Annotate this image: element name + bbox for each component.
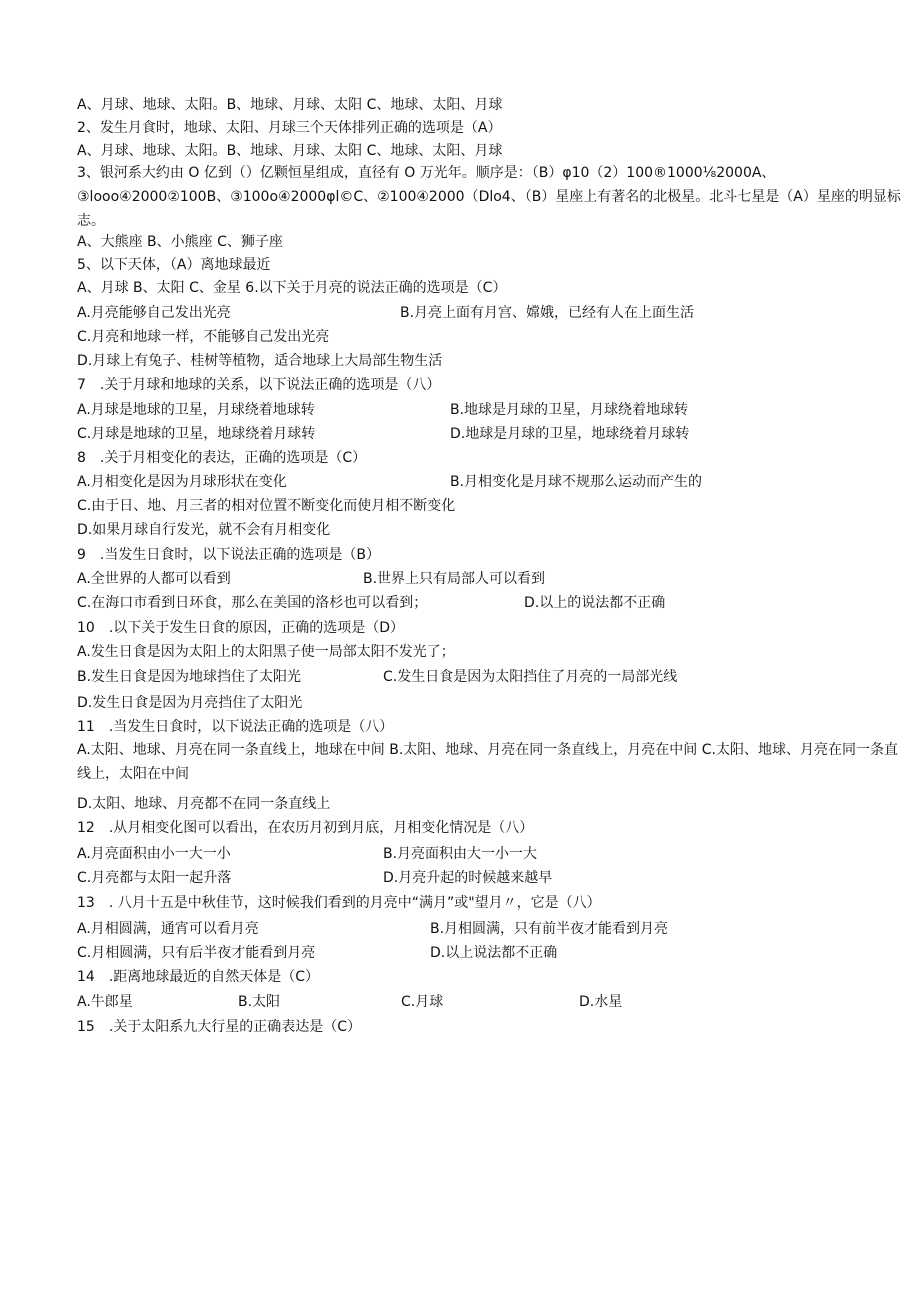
question-line: 10 .以下关于发生日食的原因，正确的选项是（D）: [77, 620, 405, 636]
option-c: C.由于日、地、月三者的相对位置不断变化而使月相不断变化: [77, 498, 456, 514]
option-d: D.太阳、地球、月亮都不在同一条直线上: [77, 796, 331, 812]
option-c: C.发生日食是因为太阳挡住了月亮的一局部光线: [383, 669, 678, 685]
option-a: A.牛郎星: [77, 994, 133, 1010]
option-line: A、月球 B、太阳 C、金星 6.以下关于月亮的说法正确的选项是（C）: [77, 280, 507, 296]
option-d: D.月亮升起的时候越来越早: [383, 870, 553, 886]
option-a: A.月亮能够自己发出光亮: [77, 305, 231, 321]
question-line: 12 .从月相变化图可以看出，在农历月初到月底，月相变化情况是（八）: [77, 820, 534, 836]
option-b: B.月亮上面有月宫、嫦娥，已经有人在上面生活: [400, 305, 695, 321]
option-a: A.全世界的人都可以看到: [77, 571, 231, 587]
option-b: B.发生日食是因为地球挡住了太阳光: [77, 669, 302, 685]
option-b: B.月亮面积由大一小一大: [383, 846, 538, 862]
option-d: D.以上的说法都不正确: [524, 595, 666, 611]
option-d: D.月球上有兔子、桂树等植物，适合地球上大局部生物生活: [77, 353, 443, 369]
option-a: A.月相圆满，通宵可以看月亮: [77, 921, 259, 937]
question-line: 15 .关于太阳系九大行星的正确表达是（C）: [77, 1019, 362, 1035]
option-b: B.太阳: [238, 994, 281, 1010]
option-a: A.月亮面积由小一大一小: [77, 846, 231, 862]
option-a: A.月相变化是因为月球形状在变化: [77, 474, 287, 490]
option-d: D.地球是月球的卫星，地球绕着月球转: [450, 426, 690, 442]
options-paragraph: A.太阳、地球、月亮在同一条直线上，地球在中间 B.太阳、地球、月亮在同一条直线上，月亮在中间 C.太阳、地球、月亮在同一条直线上，太阳在中间: [77, 742, 898, 782]
question-line: 8 .关于月相变化的表达，正确的选项是（C）: [77, 450, 367, 466]
option-c: C.月亮都与太阳一起升落: [77, 870, 232, 886]
option-a: A.发生日食是因为太阳上的太阳黑子使一局部太阳不发光了；: [77, 644, 455, 660]
option-b: B.地球是月球的卫星，月球绕着地球转: [450, 402, 689, 418]
option-d: D.以上说法都不正确: [430, 945, 558, 961]
question-line: 2、发生月食时，地球、太阳、月球三个天体排列正确的选项是（A）: [77, 120, 502, 136]
option-line: A、月球、地球、太阳。B、地球、月球、太阳 C、地球、太阳、月球: [77, 143, 503, 159]
question-line: 11 .当发生日食时，以下说法正确的选项是（八）: [77, 719, 394, 735]
option-c: C.月球: [401, 994, 444, 1010]
option-d: D.水星: [579, 994, 623, 1010]
option-line: A、大熊座 B、小熊座 C、狮子座: [77, 234, 283, 250]
option-c: C.月相圆满，只有后半夜才能看到月亮: [77, 945, 316, 961]
option-c: C.月球是地球的卫星，地球绕着月球转: [77, 426, 316, 442]
option-c: C.月亮和地球一样，不能够自己发出光亮: [77, 329, 330, 345]
option-b: B.月相圆满，只有前半夜才能看到月亮: [430, 921, 669, 937]
question-line: 5、以下天体，（A）离地球最近: [77, 257, 271, 273]
question-paragraph: 3、银河系大约由 O 亿到（）亿颗恒星组成，直径有 O 万光年。顺序是：（B）φ10（2）100®1000⅛2000A、③looo④2000②100B、③100o④2000φl©C、②100④2000（Dlo4、（B）星座上有著名的北极星。北斗七星是（A）星座的明显标志。: [77, 165, 901, 229]
option-d: D.发生日食是因为月亮挡住了太阳光: [77, 695, 303, 711]
question-line: 7 .关于月球和地球的关系，以下说法正确的选项是（八）: [77, 377, 441, 393]
option-line: A、月球、地球、太阳。B、地球、月球、太阳 C、地球、太阳、月球: [77, 97, 503, 113]
option-b: B.月相变化是月球不规那么运动而产生的: [450, 474, 703, 490]
question-line: 14 .距离地球最近的自然天体是（C）: [77, 969, 320, 985]
option-a: A.月球是地球的卫星，月球绕着地球转: [77, 402, 315, 418]
question-line: 9 .当发生日食时，以下说法正确的选项是（B）: [77, 547, 380, 563]
question-line: 13 . 八月十五是中秋佳节，这时候我们看到的月亮中“满月”或"望月〃，它是（八）: [77, 895, 601, 911]
option-b: B.世界上只有局部人可以看到: [363, 571, 546, 587]
option-c: C.在海口市看到日环食，那么在美国的洛杉也可以看到；: [77, 595, 428, 611]
option-d: D.如果月球自行发光，就不会有月相变化: [77, 522, 331, 538]
